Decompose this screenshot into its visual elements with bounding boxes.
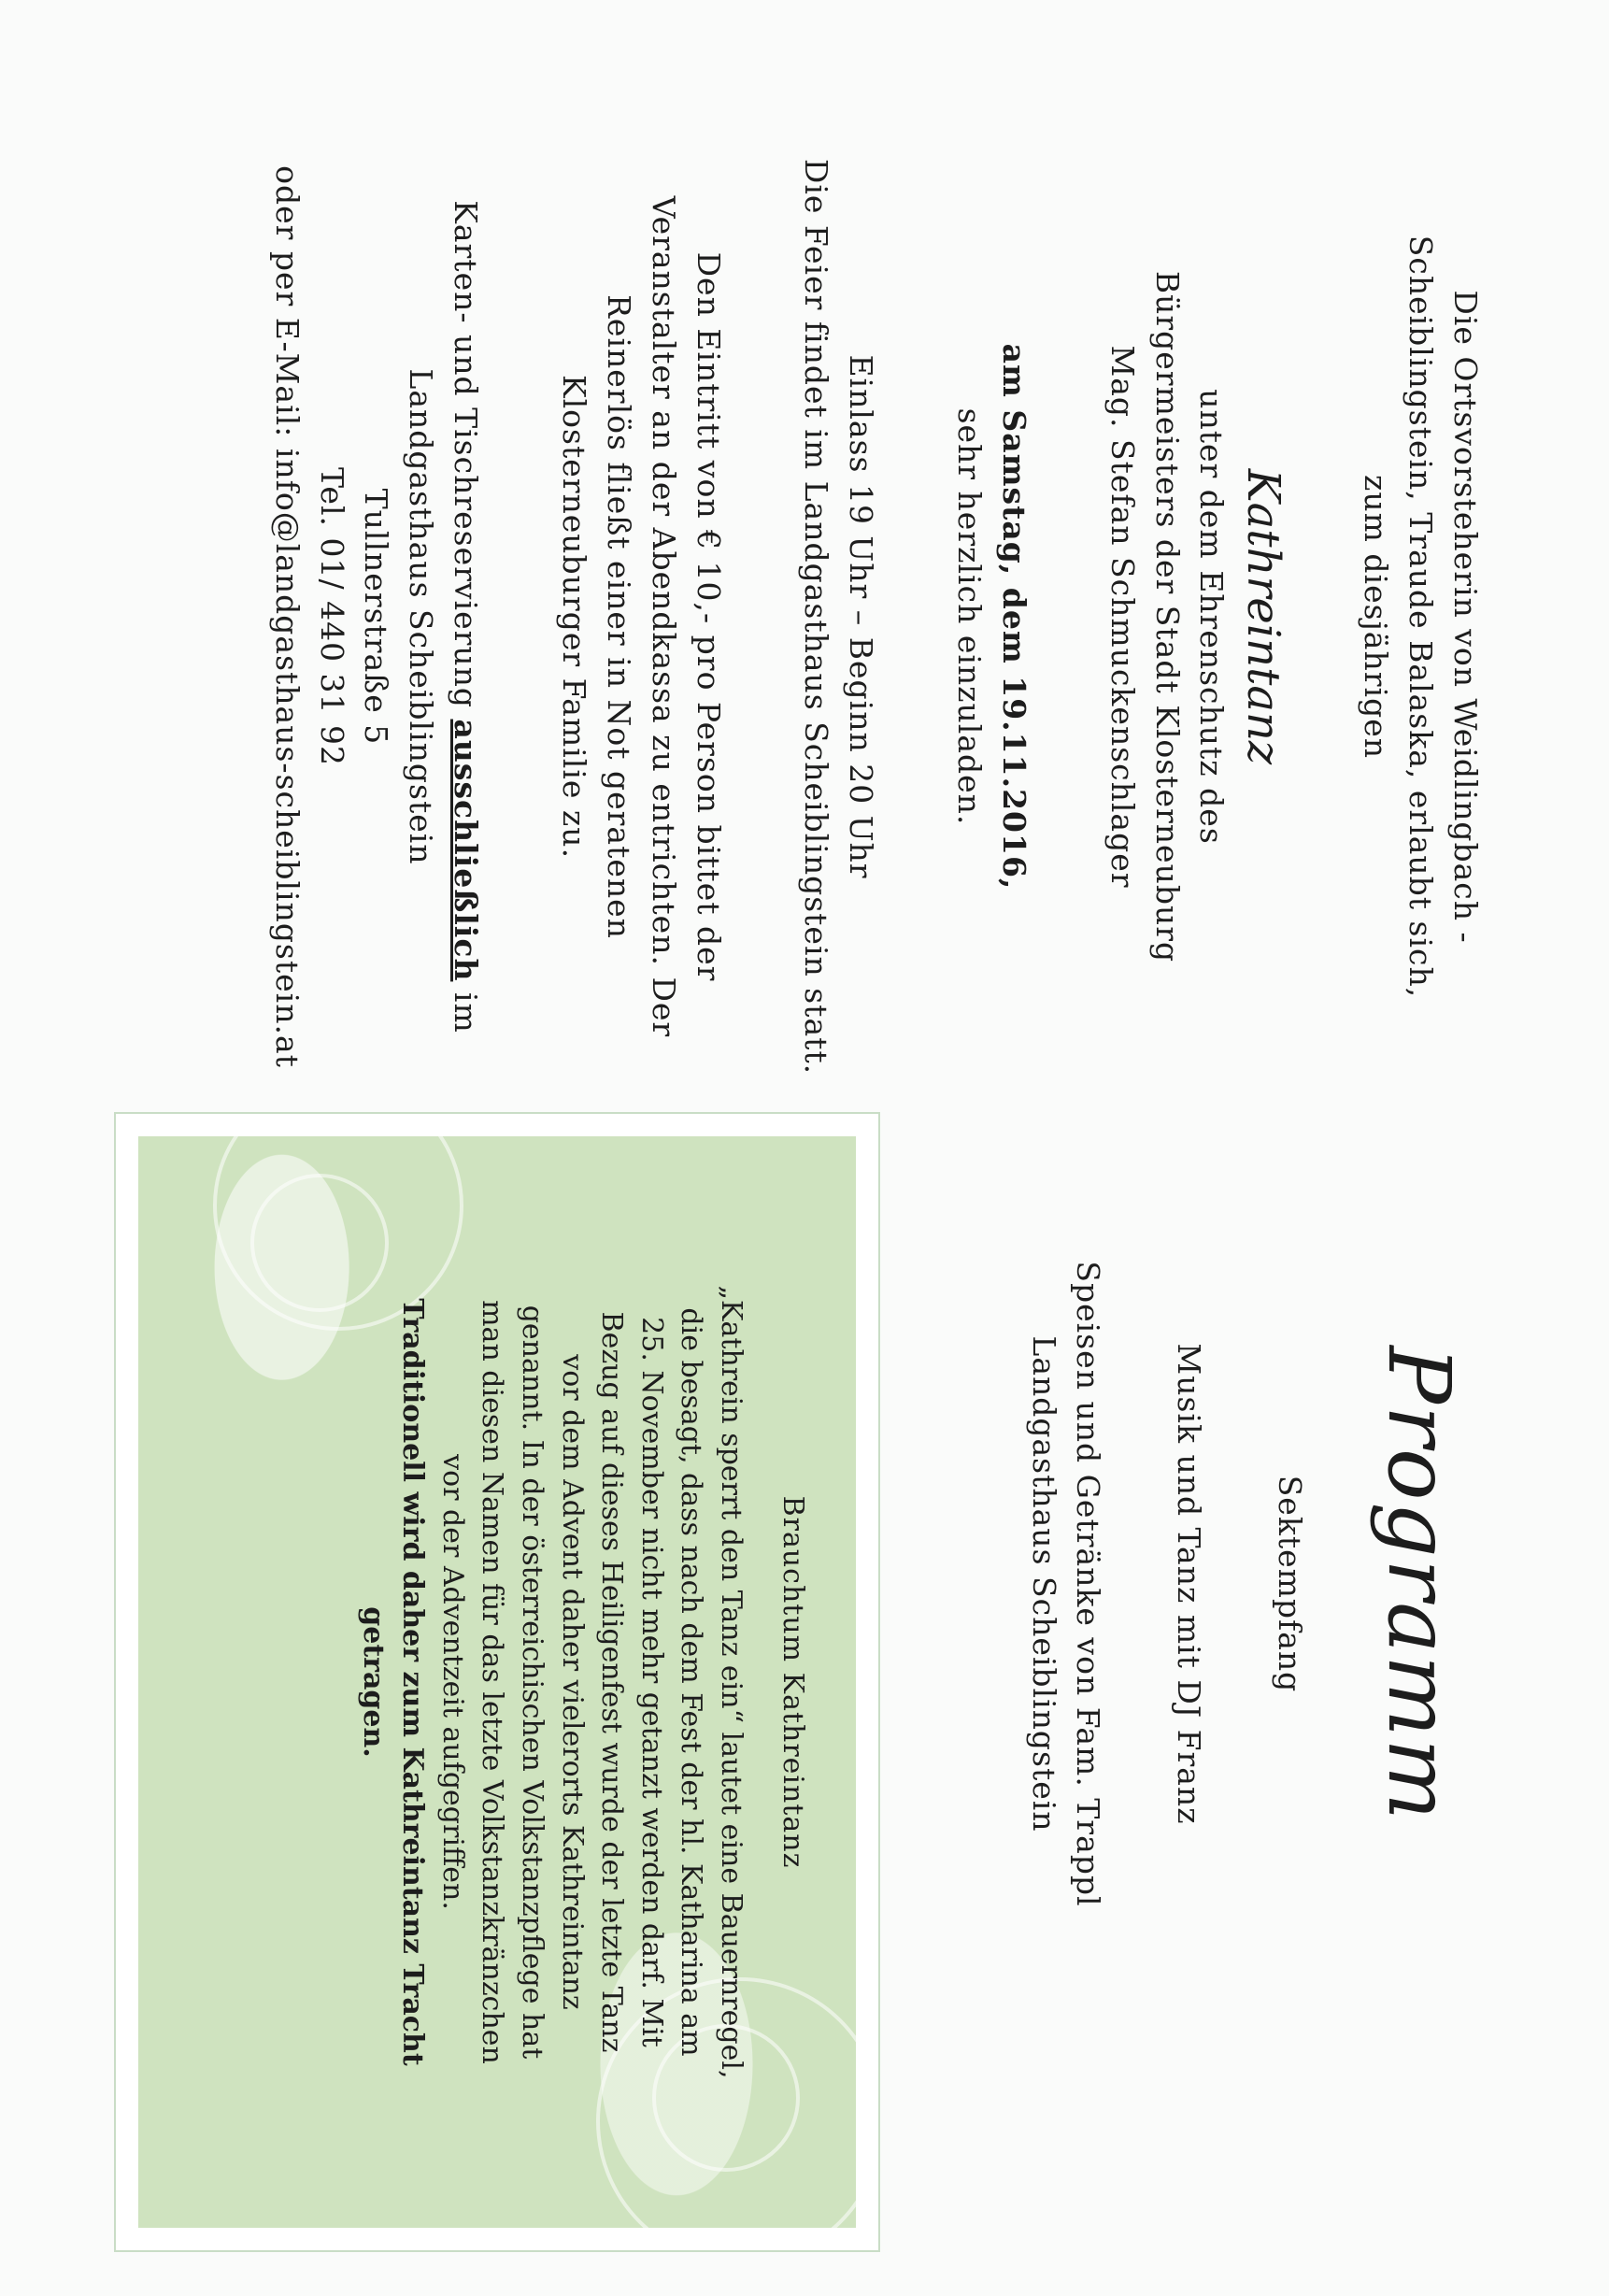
reservation-exclusive: ausschließlich [448, 719, 485, 982]
custom-line: genannt. In der österreichischen Volkstanzpflege hat [516, 1305, 549, 2060]
custom-line: man diesen Namen für das letzte Volkstanzkränzchen [476, 1300, 509, 2064]
reservation-phone: Tel. 01/ 440 31 92 [313, 466, 350, 767]
intro-line: zum diesjährigen [1358, 475, 1395, 759]
event-name: Kathreintanz [1237, 468, 1290, 765]
custom-line: „Kathrein sperrt den Tanz ein“ lautet eine Bauernregel, [715, 1285, 748, 2079]
reservation-line [443, 65, 488, 1168]
custom-bold-line: Traditionell wird daher zum Kathreintanz Tracht [396, 1298, 430, 2066]
fee-line: Reinerlös fließt einer in Not geratenen [600, 294, 637, 939]
reservation-email: oder per E-Mail: info@landgasthaus-scheiblingstein.at [268, 165, 306, 1068]
invite-line: sehr herzlich einzuladen. [951, 407, 989, 826]
program-item-sektempfang: Sektempfang [1272, 1475, 1308, 1693]
venue-line: Die Feier findet im Landgasthaus Scheiblingstein statt. [798, 158, 835, 1076]
patron-line: unter dem Ehrenschutz des [1193, 389, 1231, 845]
program-item-food-line1: Speisen und Getränke von Fam. Trappl [1069, 1261, 1106, 1907]
invitation-panel [105, 65, 1488, 1168]
custom-line: Bezug auf dieses Heiligenfest wurde der letzte Tanz [595, 1311, 629, 2053]
intro-line: Scheiblingstein, Traude Balaska, erlaubt sich, [1403, 235, 1440, 999]
program-item-food-line2: Landgasthaus Scheiblingstein [1026, 1335, 1063, 1833]
patron-line: Bürgermeisters der Stadt Klosterneuburg [1148, 270, 1186, 963]
custom-bold-line: getragen. [356, 1606, 390, 1758]
intro-line: Die Ortsvorsteherin von Weidlingbach - [1447, 290, 1484, 944]
time-line: Einlass 19 Uhr – Beginn 20 Uhr [843, 354, 880, 879]
fee-line: Den Eintritt von € 10,- pro Person bittet der [690, 251, 727, 982]
event-date: am Samstag, dem 19.11.2016, [995, 343, 1032, 891]
custom-line: 25. November nicht mehr getanzt werden darf. Mit [634, 1317, 668, 2047]
reservation-text: Karten- und Tischreservierung [448, 200, 485, 720]
custom-info-box [114, 1112, 880, 2252]
custom-info-background [138, 1136, 856, 2228]
fee-line: Klosterneuburger Familie zu. [556, 374, 593, 860]
custom-line: vor der Adventzeit aufgegriffen. [435, 1454, 469, 1910]
program-title: Programm [1369, 1346, 1469, 1822]
fee-line: Veranstalter an der Abendkassa zu entrichten. Der [645, 195, 682, 1038]
custom-line: vor dem Advent daher vielerorts Kathreintanz [555, 1354, 589, 2010]
program-item-music: Musik und Tanz mit DJ Franz [1170, 1343, 1207, 1825]
reservation-address: Tullnerstraße 5 [358, 488, 395, 746]
custom-text [352, 1174, 750, 2190]
reservation-text: im [448, 981, 485, 1034]
custom-line: die besagt, dass nach dem Fest der hl. Katharina am [675, 1307, 708, 2057]
custom-heading: Brauchtum Kathreintanz [776, 1495, 809, 1869]
patron-line: Mag. Stefan Schmuckenschlager [1104, 345, 1141, 889]
reservation-venue: Landgasthaus Scheiblingstein [403, 368, 440, 865]
